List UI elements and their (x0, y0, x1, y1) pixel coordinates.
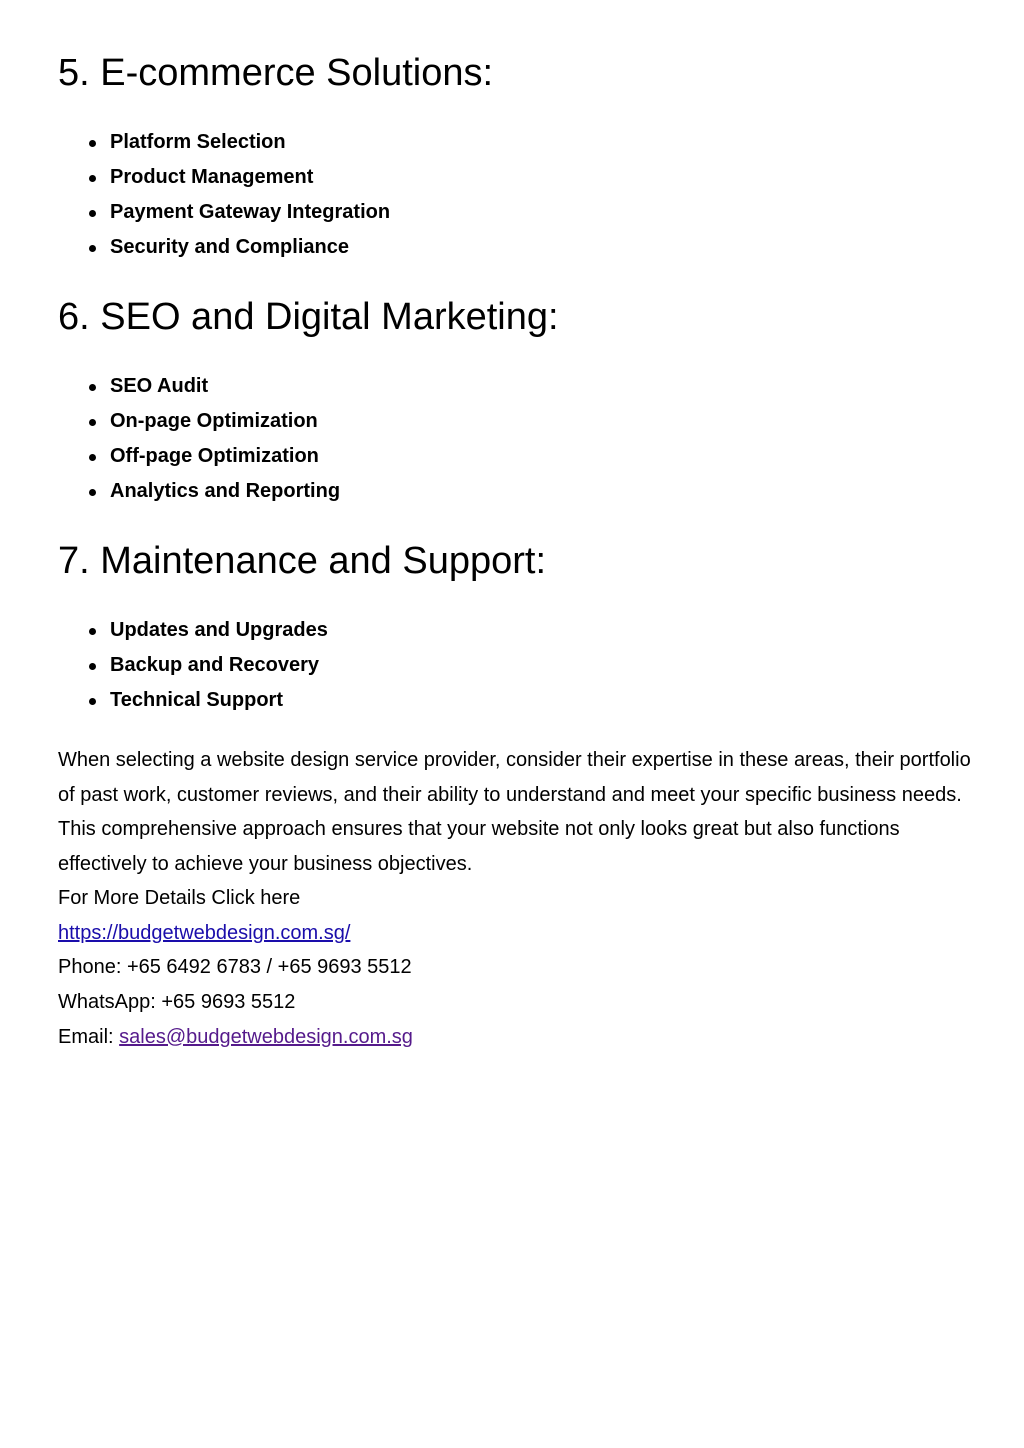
email-line (58, 1020, 978, 1055)
section-heading-ecommerce: 5. E-commerce Solutions: (58, 52, 494, 94)
email-label: Email: (58, 1025, 120, 1048)
section-heading-maintenance: 7. Maintenance and Support: (58, 540, 547, 582)
list-item: Backup and Recovery (110, 648, 978, 683)
list-item: On-page Optimization (110, 404, 978, 439)
list-item: Updates and Upgrades (110, 613, 978, 648)
list-item: SEO Audit (110, 369, 978, 404)
ecommerce-list (58, 125, 978, 265)
list-item: Product Management (110, 160, 978, 195)
website-link[interactable]: https://budgetwebdesign.com.sg/ (58, 921, 351, 944)
whatsapp-text: WhatsApp: +65 9693 5512 (58, 991, 296, 1014)
list-item: Analytics and Reporting (110, 474, 978, 509)
maintenance-list (58, 613, 978, 718)
document-page (58, 0, 978, 1054)
website-link-line (58, 916, 978, 951)
list-item: Payment Gateway Integration (110, 195, 978, 230)
more-details-text: For More Details Click here (58, 887, 301, 909)
seo-list (58, 369, 978, 509)
list-item: Technical Support (110, 683, 978, 718)
phone-text: Phone: +65 6492 6783 / +65 9693 5512 (58, 956, 412, 979)
list-item: Off-page Optimization (110, 439, 978, 474)
email-link[interactable]: sales@budgetwebdesign.com.sg (119, 1025, 413, 1048)
list-item: Platform Selection (110, 125, 978, 160)
section-heading-seo: 6. SEO and Digital Marketing: (58, 296, 559, 338)
list-item: Security and Compliance (110, 230, 978, 265)
closing-paragraph: When selecting a website design service provider, consider their expertise in these areas, their portfolio of past work, customer reviews, and their ability to understand and meet your specific business needs. This comprehensive approach ensures that your website not only looks great but also functions effectively to achieve your business objectives. (58, 749, 971, 875)
